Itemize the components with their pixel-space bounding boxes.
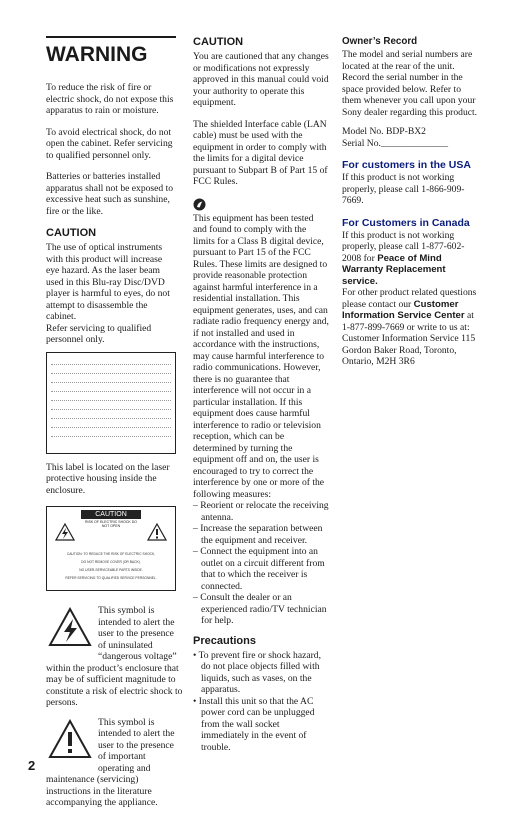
symbol-line: accompanying the appliance. xyxy=(46,797,158,808)
fcc-paragraph: This equipment has been tested and found to comply with the limits for a Class B digital device, pursuant to Part 15 of the FCC Rules. These limits are designed to provide reasonable protection against harmful interference in a residential installation. This equipment generates, uses, and can radiate radio frequency energy and, if not installed and used in accordance with the instructions, may cause harmful interference to radio communications. However, there is no guarantee that interference will not occur in a particular installation. If this equipment does cause harmful interference to radio or television reception, which can be determined by turning the equipment off and on, the user is encouraged to try to correct the interference by one or more of the following measures: xyxy=(193,212,329,500)
measure-item: – Reorient or relocate the receiving antenna. xyxy=(193,500,329,523)
warning-paragraph-2: To avoid electrical shock, do not open the cabinet. Refer servicing to qualified personnel only. xyxy=(46,126,173,161)
dangerous-voltage-symbol-note xyxy=(46,605,183,709)
fcc-logo-icon xyxy=(193,198,206,211)
middle-column xyxy=(193,36,329,753)
symbol-line: persons. xyxy=(46,697,78,708)
canada-text-part: at 1-877-899-7669 or write to us at: Customer Information Service 115 Gordon Baker Road, Toronto, Ontario, M2H 3R6 xyxy=(342,310,476,367)
caution-paragraph-2: The shielded Interface cable (LAN cable) must be used with the equipment in order to comply with the limits for a digital device pursuant to Subpart B of Part 15 of FCC Rules. xyxy=(193,118,328,187)
important-instructions-symbol-note xyxy=(46,717,176,809)
warning-rule xyxy=(46,36,176,38)
measure-item: – Consult the dealer or an experienced radio/TV technician for help. xyxy=(193,592,327,626)
symbol-line: constitute a risk of electric shock to xyxy=(46,685,183,697)
symbol-line: user to the presence xyxy=(98,739,174,751)
caution-text: The use of optical instruments with this product will increase eye hazard. As the laser beam used in this Blu-ray Disc/DVD player is harmful to eyes, do not attempt to disassemble the cabinet. xyxy=(46,242,170,322)
canada-text-part: For other product related questions please contact our xyxy=(342,287,477,310)
canada-text xyxy=(342,230,480,288)
measure-item: – Increase the separation between the equipment and receiver. xyxy=(193,523,323,546)
symbol-line: may be of sufficient magnitude to xyxy=(46,674,176,685)
lightning-triangle-icon xyxy=(55,523,75,541)
caution-label-subtitle: RISK OF ELECTRIC SHOCK DO NOT OPEN xyxy=(85,520,137,528)
warning-paragraph-1: To reduce the risk of fire or electric shock, do not expose this apparatus to rain or moisture. xyxy=(46,82,174,116)
canada-heading: For Customers in Canada xyxy=(342,216,470,229)
caution-label-line: DO NOT REMOVE COVER (OR BACK). xyxy=(81,560,141,564)
symbol-line: This symbol is xyxy=(98,716,155,728)
serial-number: Serial No.______________ xyxy=(342,137,449,149)
caution-heading: CAUTION xyxy=(46,227,97,239)
symbol-line: This symbol is xyxy=(98,605,155,616)
laser-warning-label-image xyxy=(46,352,176,454)
exclamation-triangle-icon xyxy=(147,523,167,541)
usa-text: If this product is not working properly, please call 1-866-909-7669. xyxy=(342,172,465,206)
precaution-item: • To prevent fire or shock hazard, do not place objects filled with liquids, such as vases, on the apparatus. xyxy=(193,649,321,695)
usa-heading: For customers in the USA xyxy=(342,159,471,171)
symbol-line: instructions in the literature xyxy=(46,785,152,797)
lightning-triangle-icon xyxy=(48,607,92,647)
refer-text: Refer servicing to qualified personnel only. xyxy=(46,322,152,345)
customer-info-center-bold: Customer Information Service Center xyxy=(342,298,465,321)
caution-paragraph-1: You are cautioned that any changes or modifications not expressly approved in this manual could void your authority to operate this equipment. xyxy=(193,51,329,108)
canada-text-part: If this product is not working properly, please call 1-877-602-2008 for xyxy=(342,229,465,264)
symbol-line: operating and xyxy=(98,762,151,774)
symbol-line: intended to alert the xyxy=(98,616,175,628)
warning-paragraph-3: Batteries or batteries installed apparatus shall not be exposed to excessive heat such as sunshine, fire or the like. xyxy=(46,171,174,217)
model-number: Model No. BDP-BX2 xyxy=(342,126,426,137)
symbol-line: intended to alert the xyxy=(98,728,175,739)
caution-label-line: CAUTION: TO REDUCE THE RISK OF ELECTRIC SHOCK, xyxy=(66,552,156,556)
symbol-line: of important xyxy=(98,751,146,762)
caution-heading: CAUTION xyxy=(193,36,244,48)
symbol-line: user to the presence xyxy=(98,628,174,639)
warning-title: WARNING xyxy=(46,43,148,66)
precautions-heading: Precautions xyxy=(193,634,256,647)
page-number: 2 xyxy=(28,758,36,773)
exclamation-triangle-icon xyxy=(48,719,92,759)
caution-label-line: REFER SERVICING TO QUALIFIED SERVICE PERSONNEL. xyxy=(65,576,157,580)
label-note: This label is located on the laser protective housing inside the enclosure. xyxy=(46,461,170,496)
symbol-line: of uninsulated xyxy=(98,639,153,651)
symbol-line: within the product’s enclosure that xyxy=(46,662,179,674)
owners-record-text: The model and serial numbers are located at the rear of the unit. Record the serial number in the space provided below. Refer to them whenever you call upon your Sony dealer regarding this product. xyxy=(342,49,478,118)
symbol-line: maintenance (servicing) xyxy=(46,774,139,785)
owners-record-heading: Owner’s Record xyxy=(342,36,418,47)
left-column xyxy=(46,36,183,817)
canada-text-2 xyxy=(342,287,480,368)
measure-item: – Connect the equipment into an outlet on a circuit different from that to which the receiver is connected. xyxy=(193,546,325,592)
caution-label-line: NO USER-SERVICEABLE PARTS INSIDE. xyxy=(79,568,143,572)
precaution-item: • Install this unit so that the AC power cord can be unplugged from the wall socket immediately in the event of trouble. xyxy=(193,695,315,753)
caution-label-box xyxy=(46,506,176,591)
warranty-service-bold: Peace of Mind Warranty Replacement service. xyxy=(342,252,446,287)
symbol-line: “dangerous voltage” xyxy=(98,651,177,662)
caution-label-title: CAUTION xyxy=(81,510,141,519)
right-column xyxy=(342,36,480,368)
